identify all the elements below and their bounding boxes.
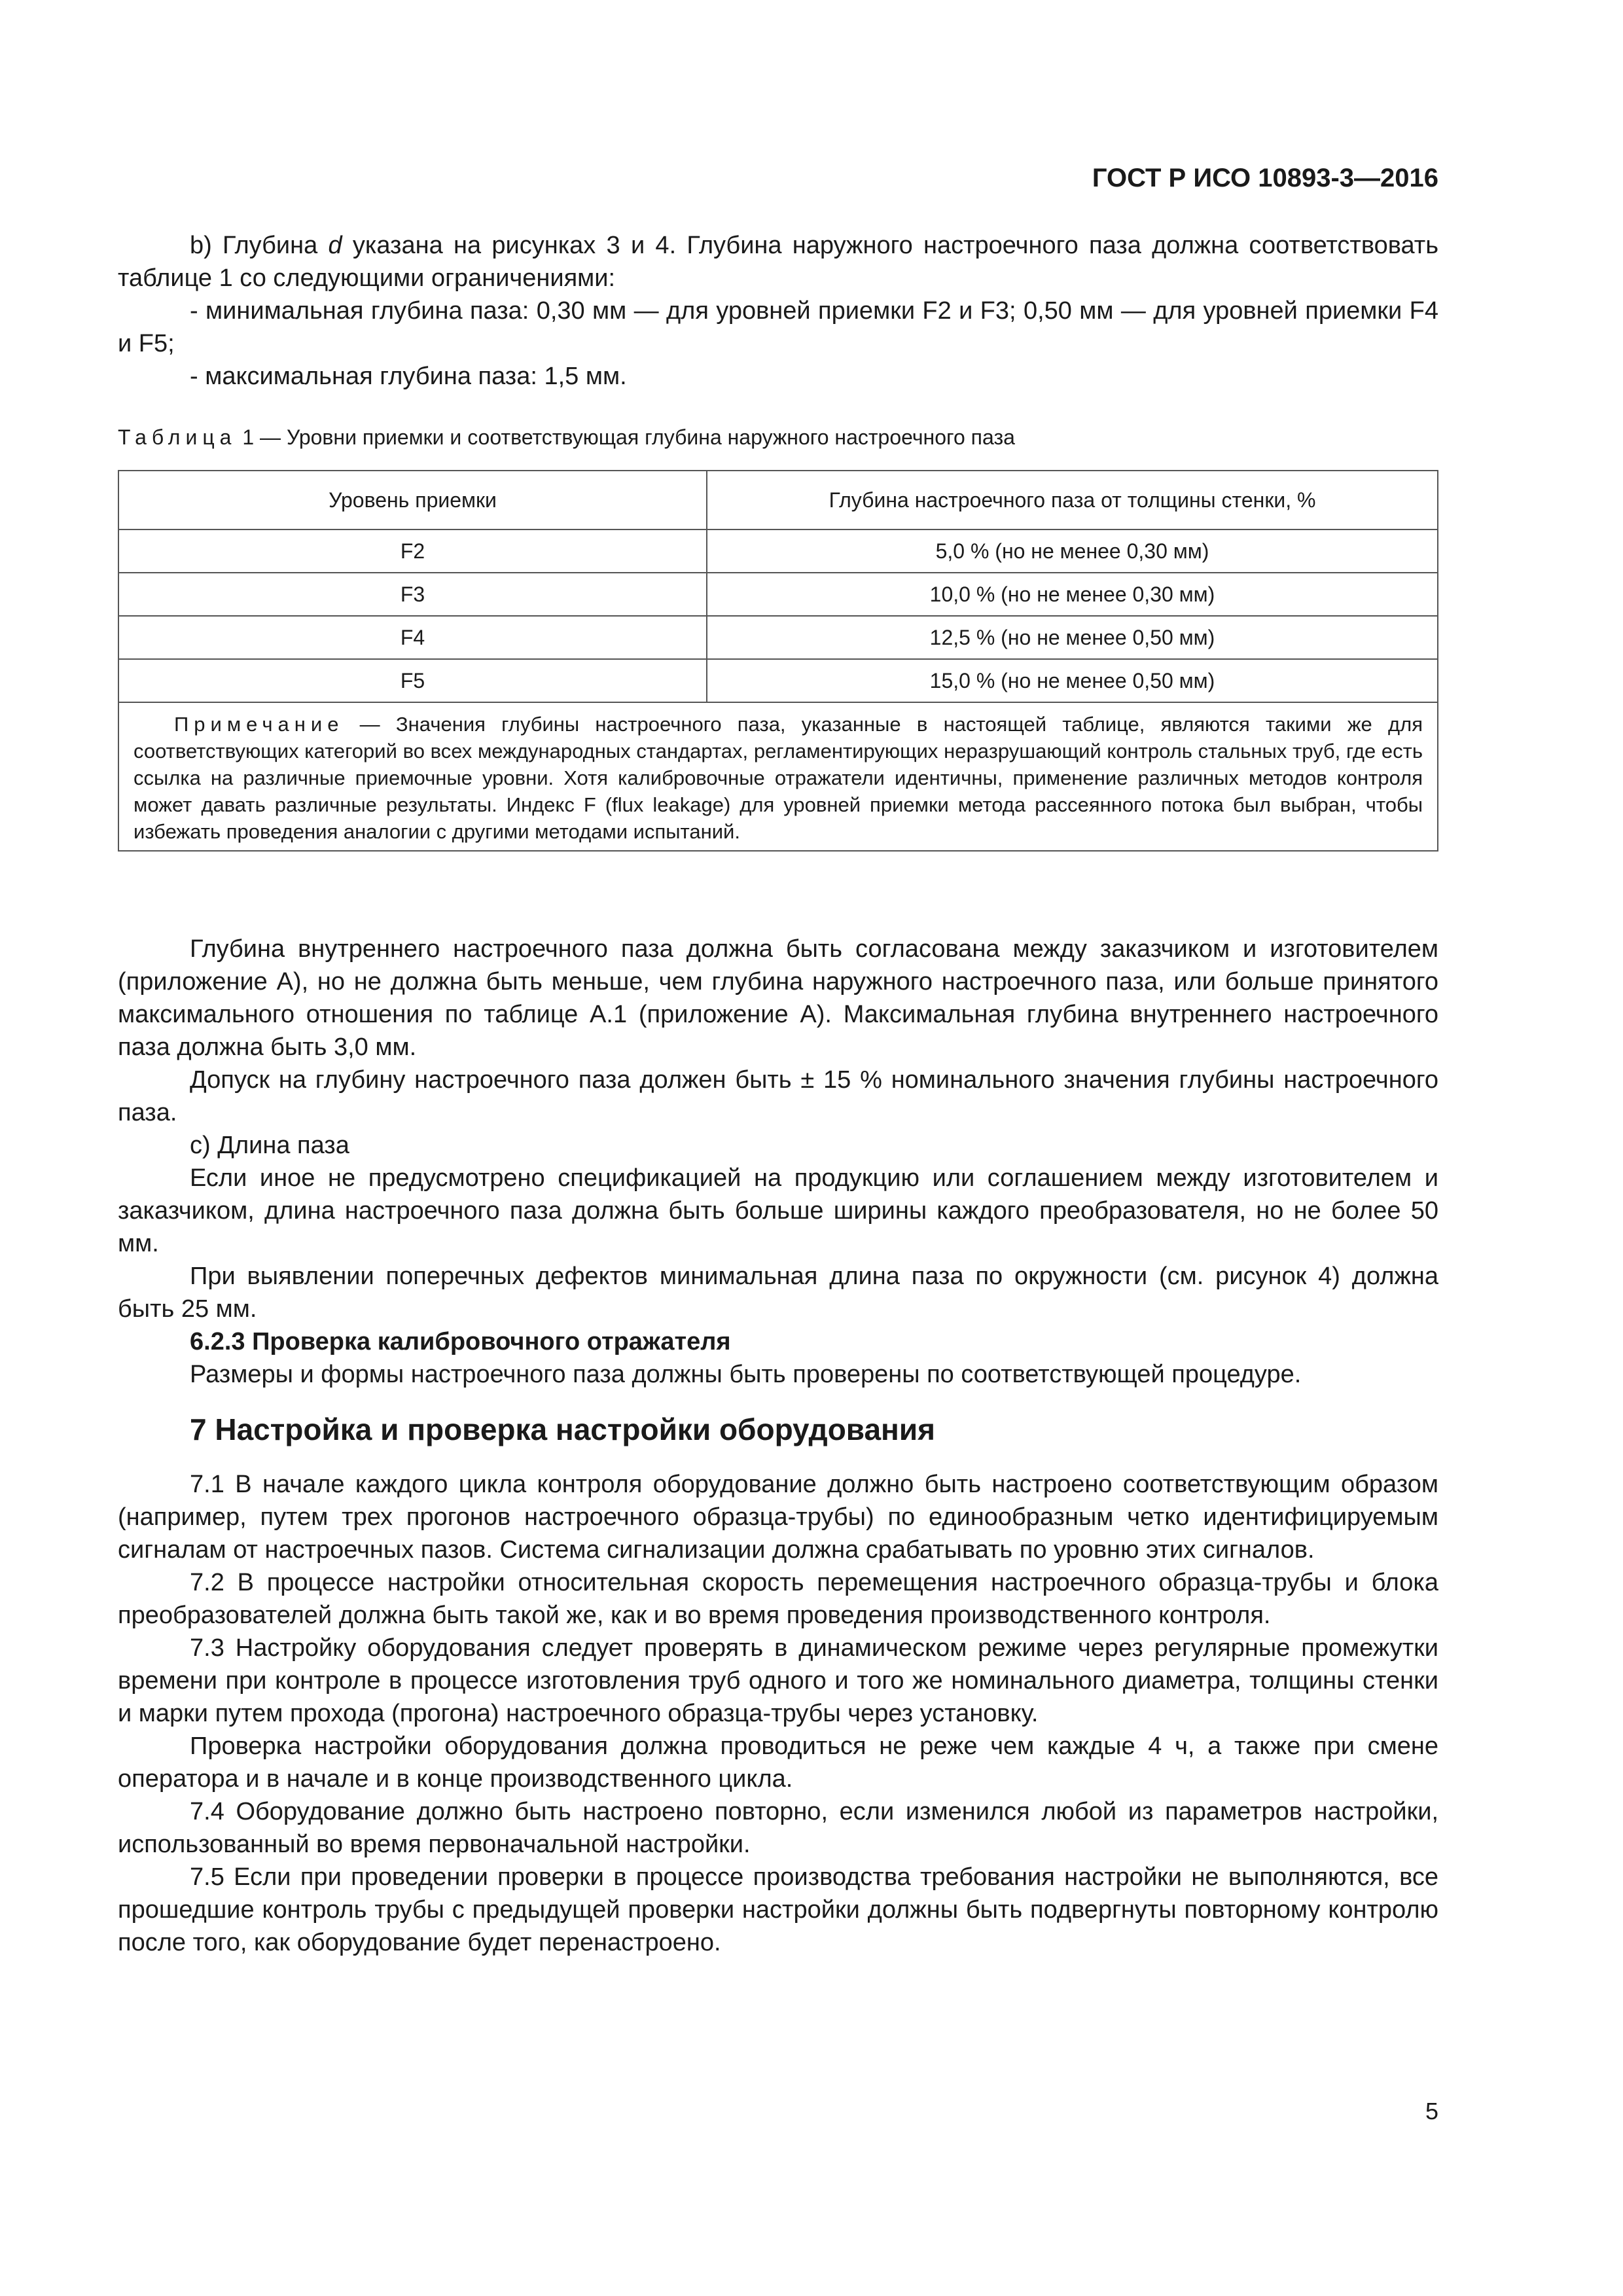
column-header-depth: Глубина настроечного паза от толщины стенки, % <box>707 471 1438 529</box>
paragraph-notch-length-heading: c) Длина паза <box>190 1132 349 1159</box>
paragraph-transverse-defects: При выявлении поперечных дефектов минимальная длина паза по окружности (см. рисунок 4) должна быть 25 мм. <box>118 1263 1438 1323</box>
section-heading-7: 7 Настройка и проверка настройки оборудования <box>190 1412 935 1446</box>
cell-level: F2 <box>118 529 707 573</box>
page-number: 5 <box>1425 2098 1438 2125</box>
column-header-level: Уровень приемки <box>118 471 707 529</box>
section-b <box>118 229 1438 393</box>
note-label: Примечание <box>174 713 344 736</box>
note-text: — Значения глубины настроечного паза, указанные в настоящей таблице, являются такими же для соответствующих категорий во всех международных стандартах, регламентирующих неразрушающий контроль стальных труб, где есть ссылка на различные приемочные уровни. Хотя калибровочные отражатели идентичны, применение различных методов контроля может давать различные результаты. Индекс F (flux leakage) для уровней приемки метода рассеянного потока был выбран, чтобы избежать проведения аналогии с другими методами испытаний. <box>134 713 1423 843</box>
paragraph-internal-notch: Глубина внутреннего настроечного паза должна быть согласована между заказчиком и изготовителем (приложение А), но не должна быть меньше, чем глубина наружного настроечного паза, или больше принятого максимального отношения по таблице А.1 (приложение А). Максимальная глубина внутреннего настроечного паза должна быть 3,0 мм. <box>118 935 1438 1061</box>
document-id-header: ГОСТ Р ИСО 10893-3—2016 <box>1092 164 1438 192</box>
cell-level: F4 <box>118 616 707 659</box>
table-caption: Таблица 1 — Уровни приемки и соответствующая глубина наружного настроечного паза <box>118 425 1015 449</box>
cell-depth: 5,0 % (но не менее 0,30 мм) <box>707 529 1438 573</box>
cell-depth: 15,0 % (но не менее 0,50 мм) <box>707 659 1438 702</box>
paragraph-7-3-check: Проверка настройки оборудования должна проводиться не реже чем каждые 4 ч, а также при смене оператора и в начале и в конце производственного цикла. <box>118 1732 1438 1793</box>
paragraph-depth-intro: b) Глубина d указана на рисунках 3 и 4. Глубина наружного настроечного паза должна соответствовать таблице 1 со следующими ограничениями: <box>118 232 1438 292</box>
paragraph-notch-verification: Размеры и формы настроечного паза должны быть проверены по соответствующей процедуре. <box>190 1361 1302 1388</box>
cell-level: F3 <box>118 573 707 616</box>
paragraph-7-4: 7.4 Оборудование должно быть настроено повторно, если изменился любой из параметров настройки, использованный во время первоначальной настройки. <box>118 1798 1438 1858</box>
table-note-row <box>118 702 1438 851</box>
table-note <box>118 702 1438 851</box>
table-row <box>118 573 1438 616</box>
paragraph-7-2: 7.2 В процессе настройки относительная скорость перемещения настроечного образца-трубы и блока преобразователей должна быть такой же, как и во время проведения производственного контроля. <box>118 1569 1438 1629</box>
main-content <box>118 933 1438 1959</box>
cell-level: F5 <box>118 659 707 702</box>
paragraph-tolerance: Допуск на глубину настроечного паза должен быть ± 15 % номинального значения глубины настроечного паза. <box>118 1066 1438 1126</box>
table-header-row <box>118 471 1438 529</box>
table-row <box>118 659 1438 702</box>
variable-d: d <box>328 232 342 259</box>
paragraph-7-3: 7.3 Настройку оборудования следует проверять в динамическом режиме через регулярные промежутки времени при контроле в процессе изготовления труб одного и того же номинального диаметра, толщины стенки и марки путем прохода (прогона) настроечного образца-трубы через установку. <box>118 1634 1438 1727</box>
paragraph-notch-length: Если иное не предусмотрено спецификацией на продукцию или соглашением между изготовителем и заказчиком, длина настроечного паза должна быть больше ширины каждого преобразователя, но не более 50 мм. <box>118 1164 1438 1257</box>
subsection-heading-6-2-3: 6.2.3 Проверка калибровочного отражателя <box>190 1328 731 1355</box>
paragraph-7-5: 7.5 Если при проведении проверки в процессе производства требования настройки не выполняются, все прошедшие контроль трубы с предыдущей проверки настройки должны быть подвергнуты повторному контролю после того, как оборудование будет перенастроено. <box>118 1863 1438 1956</box>
paragraph-min-depth: - минимальная глубина паза: 0,30 мм — для уровней приемки F2 и F3; 0,50 мм — для уровней приемки F4 и F5; <box>118 297 1438 357</box>
cell-depth: 10,0 % (но не менее 0,30 мм) <box>707 573 1438 616</box>
table-row <box>118 616 1438 659</box>
acceptance-level-table <box>118 470 1438 852</box>
paragraph-7-1: 7.1 В начале каждого цикла контроля оборудование должно быть настроено соответствующим образом (например, путем трех прогонов настроечного образца-трубы) по единообразным четко идентифицируемым сигналам от настроечных пазов. Система сигнализации должна срабатывать по уровню этих сигналов. <box>118 1471 1438 1564</box>
table-row <box>118 529 1438 573</box>
cell-depth: 12,5 % (но не менее 0,50 мм) <box>707 616 1438 659</box>
paragraph-max-depth: - максимальная глубина паза: 1,5 мм. <box>190 363 627 390</box>
